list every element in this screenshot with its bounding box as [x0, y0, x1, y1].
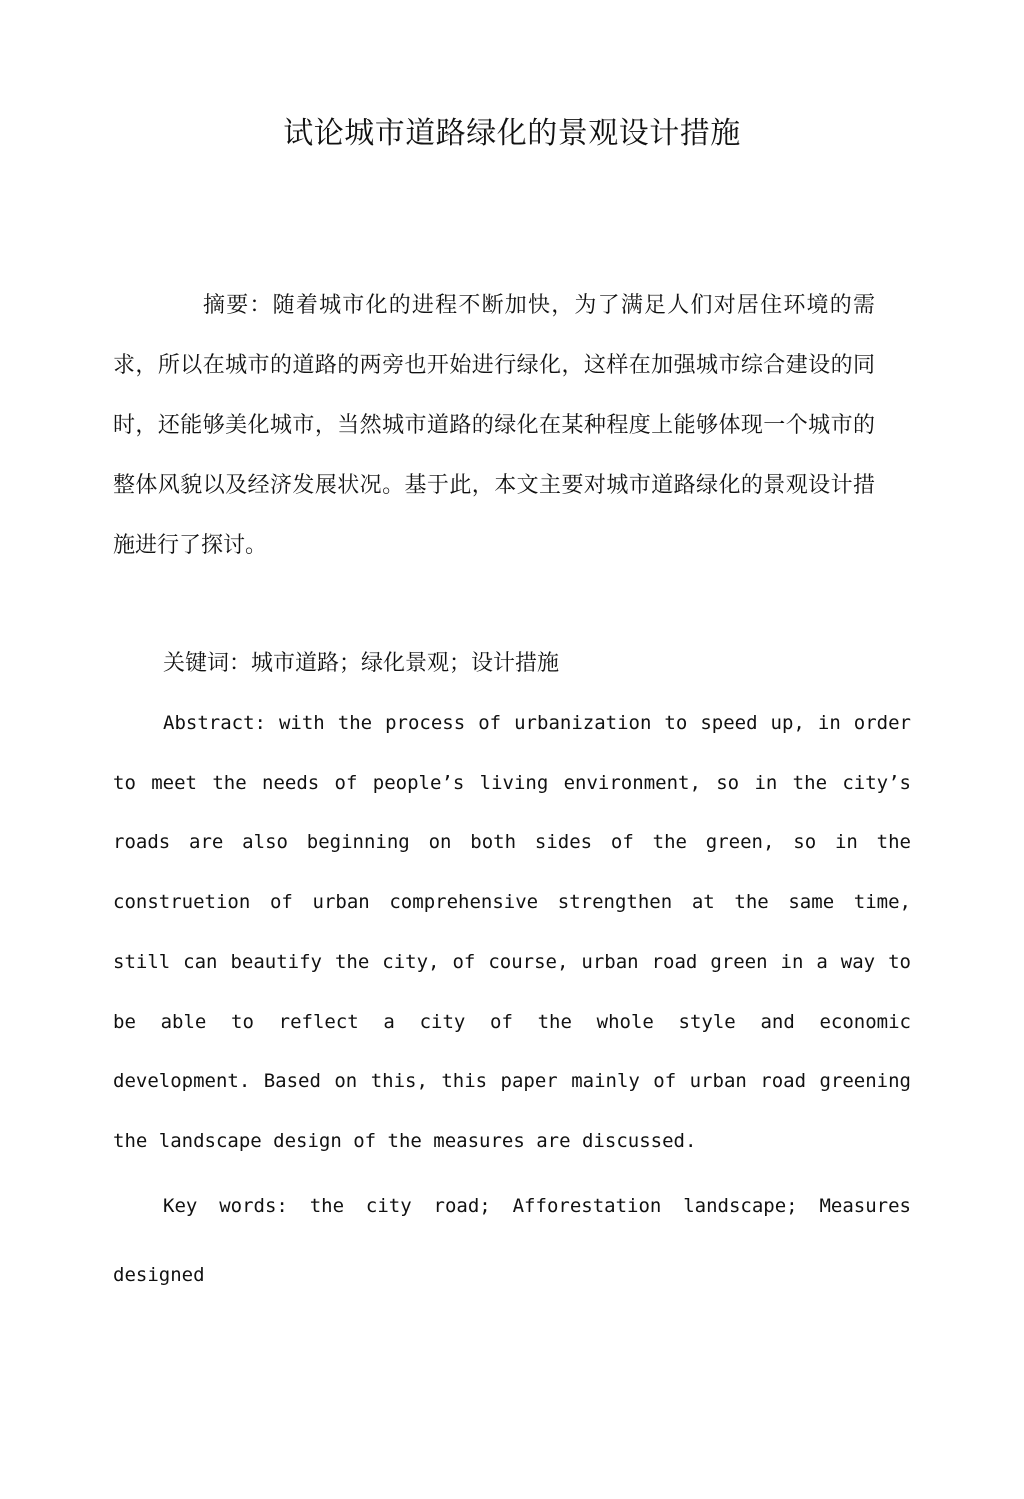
chinese-keywords: 关键词：城市道路；绿化景观；设计措施	[163, 651, 560, 676]
chinese-abstract: 摘要：随着城市化的进程不断加快，为了满足人们对居住环境的需求，所以在城市的道路的两旁也开始进行绿化，这样在加强城市综合建设的同时，还能够美化城市，当然城市道路的绿化在某种程度上能够体现一个城市的整体风貌以及经济发展状况。基于此，本文主要对城市道路绿化的景观设计措施进行了探讨。	[113, 293, 875, 558]
document-title: 试论城市道路绿化的景观设计措施	[283, 116, 741, 151]
english-keywords: Key words: the city road; Afforestation landscape; Measures designed	[113, 1195, 911, 1286]
english-abstract: Abstract: with the process of urbanization to speed up, in order to meet the needs of people’s living environment, so in the city’s roads are also beginning on both sides of the green, so in the construetion of urban comprehensive strengthen at the same time, still can beautify the city, of course, urban road green in a way to be able to reflect a city of the whole style and economic development. Based on this, this paper mainly of urban road greening the landscape design of the measures are discussed.	[113, 712, 911, 1152]
